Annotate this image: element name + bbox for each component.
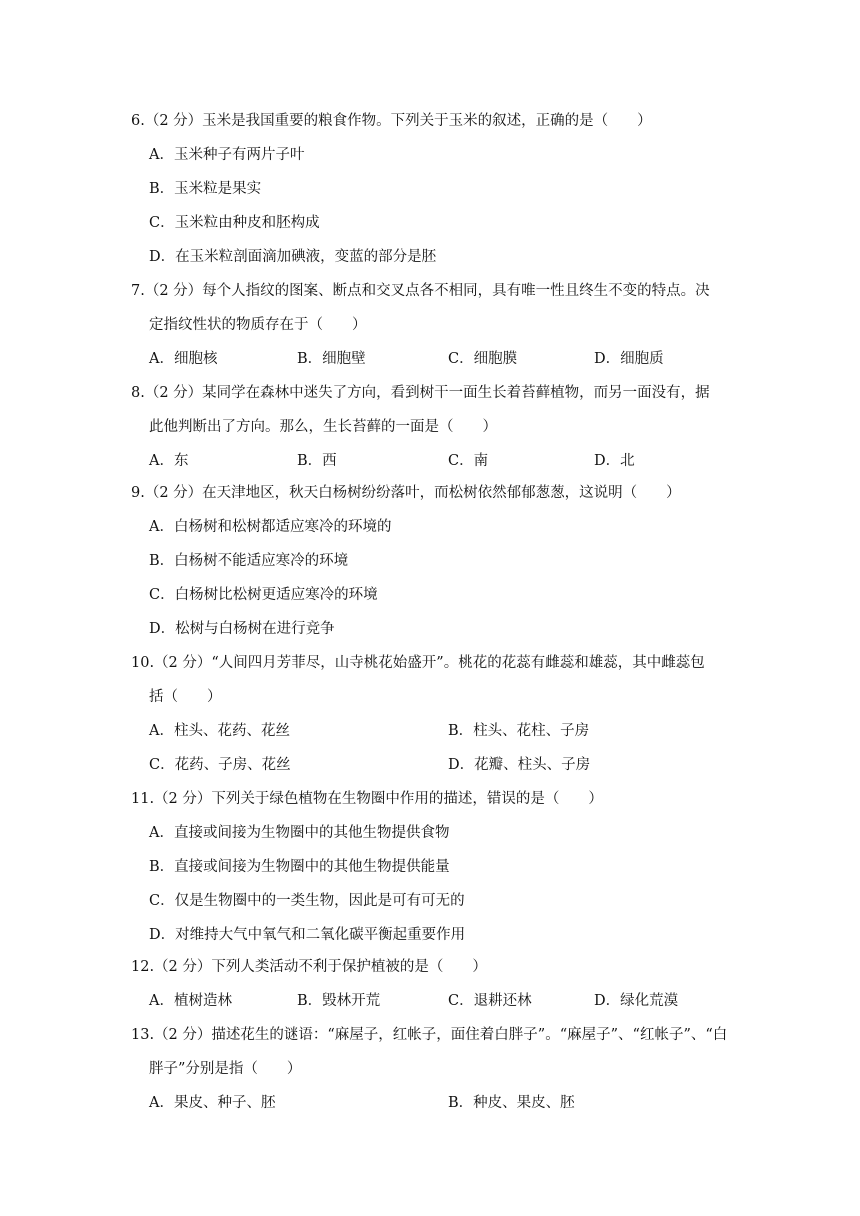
question-9-option-b: B．白杨树不能适应寒冷的环境 bbox=[149, 553, 349, 569]
question-10-stem-continued: 括（ ） bbox=[149, 689, 222, 705]
question-9-option-c: C．白杨树比松树更适应寒冷的环境 bbox=[149, 587, 378, 603]
question-8-option-b: B．西 bbox=[297, 453, 337, 469]
question-10-stem: 10.（2 分）“人间四月芳菲尽，山寺桃花始盛开”。桃花的花蕊有雌蕊和雄蕊，其中雌蕊包 bbox=[131, 655, 705, 671]
question-7-option-a: A．细胞核 bbox=[149, 351, 218, 367]
question-8-stem: 8.（2 分）某同学在森林中迷失了方向，看到树干一面生长着苔藓植物，而另一面没有，据 bbox=[131, 385, 710, 401]
question-12-option-c: C．退耕还林 bbox=[448, 993, 532, 1009]
question-11-stem: 11.（2 分）下列关于绿色植物在生物圈中作用的描述，错误的是（ ） bbox=[131, 791, 603, 807]
question-10-option-a: A．柱头、花药、花丝 bbox=[149, 723, 290, 739]
question-6-option-a: A．玉米种子有两片子叶 bbox=[149, 147, 305, 163]
question-7-option-b: B．细胞壁 bbox=[297, 351, 366, 367]
question-13-option-b: B．种皮、果皮、胚 bbox=[448, 1095, 575, 1111]
question-13-stem: 13.（2 分）描述花生的谜语：“麻屋子，红帐子，面住着白胖子”。“麻屋子”、“红帐子”、“白 bbox=[131, 1027, 728, 1043]
question-7-stem: 7.（2 分）每个人指纹的图案、断点和交叉点各不相同，具有唯一性且终生不变的特点。决 bbox=[131, 283, 710, 299]
question-6-option-d: D．在玉米粒剖面滴加碘液，变蓝的部分是胚 bbox=[149, 249, 437, 265]
question-13-stem-continued: 胖子”分别是指（ ） bbox=[149, 1061, 302, 1077]
question-6-option-c: C．玉米粒由种皮和胚构成 bbox=[149, 215, 320, 231]
question-10-option-b: B．柱头、花柱、子房 bbox=[448, 723, 590, 739]
question-13-option-a: A．果皮、种子、胚 bbox=[149, 1095, 276, 1111]
question-7-stem-continued: 定指纹性状的物质存在于（ ） bbox=[149, 317, 367, 333]
question-6-option-b: B．玉米粒是果实 bbox=[149, 181, 262, 197]
question-8-option-a: A．东 bbox=[149, 453, 189, 469]
question-8-option-c: C．南 bbox=[448, 453, 489, 469]
question-11-option-a: A．直接或间接为生物圈中的其他生物提供食物 bbox=[149, 825, 450, 841]
question-12-option-a: A．植树造林 bbox=[149, 993, 232, 1009]
question-9-option-a: A．白杨树和松树都适应寒冷的环境的 bbox=[149, 519, 392, 535]
question-9-option-d: D．松树与白杨树在进行竞争 bbox=[149, 621, 335, 637]
question-8-stem-continued: 此他判断出了方向。那么，生长苔藓的一面是（ ） bbox=[149, 419, 497, 435]
question-12-option-b: B．毁林开荒 bbox=[297, 993, 381, 1009]
question-10-option-d: D．花瓣、柱头、子房 bbox=[448, 757, 591, 773]
question-11-option-c: C．仅是生物圈中的一类生物，因此是可有可无的 bbox=[149, 893, 465, 909]
question-9-stem: 9.（2 分）在天津地区，秋天白杨树纷纷落叶，而松树依然郁郁葱葱，这说明（ ） bbox=[131, 485, 681, 501]
question-10-option-c: C．花药、子房、花丝 bbox=[149, 757, 291, 773]
question-11-option-d: D．对维持大气中氧气和二氧化碳平衡起重要作用 bbox=[149, 927, 466, 943]
question-7-option-d: D．细胞质 bbox=[594, 351, 664, 367]
question-12-stem: 12.（2 分）下列人类活动不利于保护植被的是（ ） bbox=[131, 959, 487, 975]
question-11-option-b: B．直接或间接为生物圈中的其他生物提供能量 bbox=[149, 859, 450, 875]
question-8-option-d: D．北 bbox=[594, 453, 635, 469]
question-6-stem: 6.（2 分）玉米是我国重要的粮食作物。下列关于玉米的叙述，正确的是（ ） bbox=[131, 113, 652, 129]
question-7-option-c: C．细胞膜 bbox=[448, 351, 518, 367]
question-12-option-d: D．绿化荒漠 bbox=[594, 993, 679, 1009]
